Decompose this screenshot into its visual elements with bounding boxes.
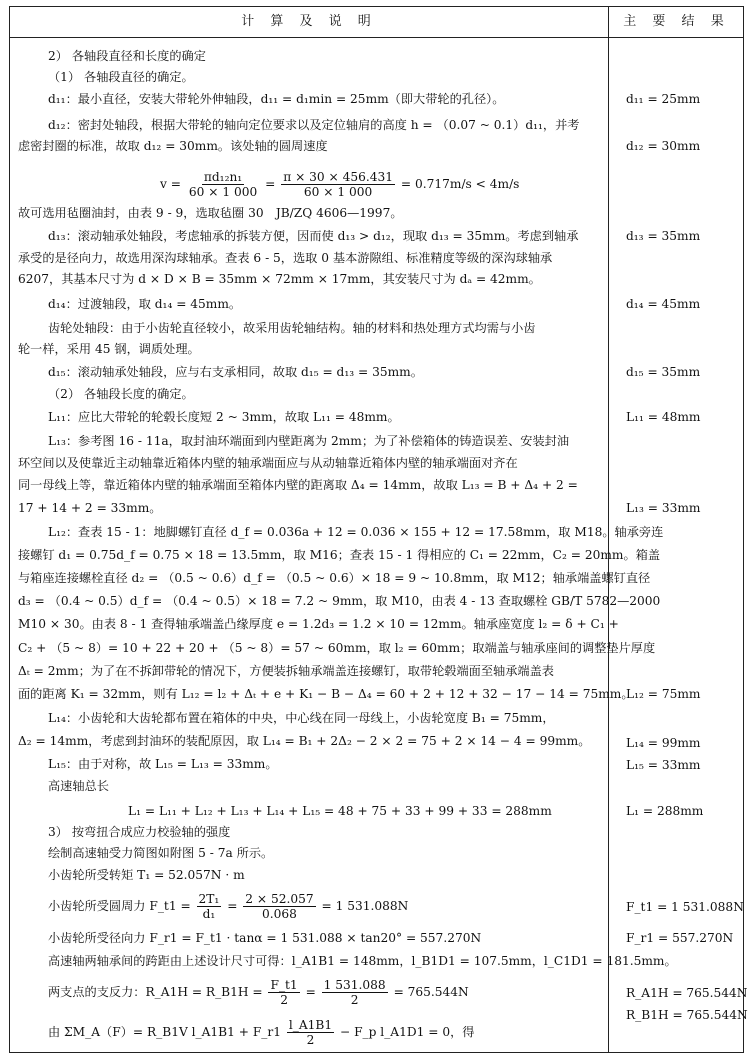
- text-line: 小齿轮所受转矩 T₁ = 52.057N · m: [48, 868, 245, 882]
- denominator: 2: [306, 1033, 315, 1047]
- text-line: 绘制高速轴受力简图如附图 5 - 7a 所示。: [48, 846, 274, 860]
- fraction: [287, 1018, 334, 1047]
- text-line: C₂ + （5 ~ 8）= 10 + 22 + 20 + （5 ~ 8）= 57 ~ 60mm，取 l₂ = 60mm；取端盖与轴承座间的调整垫片厚度: [18, 641, 656, 655]
- text-line: （1） 各轴段直径的确定。: [48, 70, 194, 84]
- result-value: R_A1H = 765.544N: [626, 986, 748, 1000]
- text-line: L₁₄：小齿轮和大齿轮都布置在箱体的中央，中心线在同一母线上，小齿轮宽度 B₁ = 75mm，: [48, 711, 555, 725]
- text-line: 轮一样，采用 45 钢，调质处理。: [18, 342, 200, 356]
- text-line: 3） 按弯扭合成应力校验轴的强度: [48, 825, 231, 839]
- text-line: 面的距离 K₁ = 32mm，则有 L₁₂ = l₂ + Δₜ + e + K₁ − B − Δ₄ = 60 + 2 + 12 + 32 − 17 − 14 = 75mm。: [18, 687, 634, 701]
- formula-part: 由 ΣM_A（F）= R_B1V l_A1B1 + F_r1: [48, 1025, 281, 1039]
- text-line: Δₜ = 2mm；为了在不拆卸带轮的情况下，方便装拆轴承端盖连接螺钉，取带轮毂端面至轴承端盖表: [18, 664, 554, 678]
- formula-total-length: L₁ = L₁₁ + L₁₂ + L₁₃ + L₁₄ + L₁₅ = 48 + 75 + 33 + 99 + 33 = 288mm: [128, 804, 552, 818]
- text-line: 环空间以及使靠近主动轴靠近箱体内壁的轴承端面应与从动轴靠近箱体内壁的轴承端面对齐在: [18, 456, 518, 470]
- text-line: L₁₁：应比大带轮的轮毂长度短 2 ~ 3mm，故取 L₁₁ = 48mm。: [48, 410, 400, 424]
- denominator: 2: [280, 993, 288, 1007]
- result-value: F_r1 = 557.270N: [626, 931, 734, 945]
- numerator: F_t1: [270, 978, 298, 992]
- text-line: d₁₃：滚动轴承处轴段，考虑轴承的拆装方便，因而使 d₁₃ > d₁₂，现取 d₁₃ = 35mm。考虑到轴承: [48, 229, 579, 243]
- text-line: 高速轴总长: [48, 779, 109, 793]
- denominator: 2: [350, 993, 359, 1007]
- denominator: d₁: [202, 907, 216, 921]
- formula-velocity: [160, 165, 750, 205]
- text-line: 2） 各轴段直径和长度的确定: [48, 49, 206, 63]
- denominator: 60 × 1 000: [303, 185, 373, 199]
- text-line: 17 + 14 + 2 = 33mm。: [18, 501, 162, 515]
- text-line: 高速轴两轴承间的跨距由上述设计尺寸可得：l_A1B1 = 148mm，l_B1D1 = 107.5mm，l_C1D1 = 181.5mm。: [48, 954, 677, 968]
- text-line: 故可选用毡圈油封，由表 9 - 9，选取毡圈 30 JB/ZQ 4606—1997。: [18, 206, 403, 220]
- text-line: 同一母线上等，靠近箱体内壁的轴承端面至箱体内壁的距离取 Δ₄ = 14mm，故取 L₁₃ = B + Δ₄ + 2 =: [18, 478, 578, 492]
- text-line: d₁₅：滚动轴承处轴段，应与右支承相同，故取 d₁₅ = d₁₃ = 35mm。: [48, 365, 423, 379]
- text-line: d₁₂：密封处轴段，根据大带轮的轴向定位要求以及定位轴肩的高度 h = （0.07 ~ 0.1）d₁₁，并考: [48, 118, 580, 132]
- formula-reaction-force: [48, 973, 638, 1013]
- formula-part: = 0.717m/s < 4m/s: [400, 177, 520, 191]
- text-line: d₁₄：过渡轴段，取 d₁₄ = 45mm。: [48, 297, 242, 311]
- text-line: 与箱座连接螺栓直径 d₂ = （0.5 ~ 0.6）d_f = （0.5 ~ 0.6）× 18 = 9 ~ 10.8mm，取 M12；轴承端盖螺钉直径: [18, 571, 651, 585]
- text-line: 接螺钉 d₁ = 0.75d_f = 0.75 × 18 = 13.5mm，取 M16；查表 15 - 1 得相应的 C₁ = 22mm，C₂ = 20mm。箱盖: [18, 548, 661, 562]
- denominator: 60 × 1 000: [188, 185, 258, 199]
- text-line: （2） 各轴段长度的确定。: [48, 387, 194, 401]
- text-line: Δ₂ = 14mm，考虑到封油环的装配原因，取 L₁₄ = B₁ + 2Δ₂ − 2 × 2 = 75 + 2 × 14 − 4 = 99mm。: [18, 734, 591, 748]
- result-value: R_B1H = 765.544N: [626, 1008, 748, 1022]
- formula-tangential-force: [48, 887, 638, 927]
- header-divider: [10, 37, 743, 38]
- result-value: L₁₄ = 99mm: [626, 736, 701, 750]
- text-line: 虑密封圈的标准，故取 d₁₂ = 30mm。该处轴的圆周速度: [18, 139, 328, 153]
- fraction: [187, 170, 259, 199]
- text-line: 承受的是径向力，故选用深沟球轴承。查表 6 - 5，选取 0 基本游隙组、标准精度等级的深沟球轴承: [18, 251, 553, 265]
- result-value: L₁₁ = 48mm: [626, 410, 701, 424]
- text-line: d₁₁：最小直径，安装大带轮外伸轴段，d₁₁ = d₁min = 25mm（即大带轮的孔径）。: [48, 92, 505, 106]
- fraction: [268, 978, 299, 1007]
- text-line: L₁₃：参考图 16 - 11a，取封油环端面到内壁距离为 2mm；为了补偿箱体的铸造误差、安装封油: [48, 434, 570, 448]
- header-results: 主 要 结 果: [623, 14, 730, 29]
- result-value: F_t1 = 1 531.088N: [626, 900, 744, 914]
- text-line: 6207，其基本尺寸为 d × D × B = 35mm × 72mm × 17mm，其安装尺寸为 dₐ = 42mm。: [18, 272, 541, 286]
- formula-moment: [48, 1013, 638, 1053]
- result-value: d₁₄ = 45mm: [626, 297, 701, 311]
- formula-part: =: [227, 899, 238, 913]
- fraction: [197, 892, 222, 921]
- text-line: M10 × 30。由表 8 - 1 查得轴承端盖凸缘厚度 e = 1.2d₃ = 1.2 × 10 = 12mm。轴承座宽度 l₂ = δ + C₁ +: [18, 617, 619, 631]
- text-line: 小齿轮所受径向力 F_r1 = F_t1 · tanα = 1 531.088 × tan20° = 557.270N: [48, 931, 482, 945]
- fraction: [322, 978, 388, 1007]
- result-value: L₁ = 288mm: [626, 804, 704, 818]
- result-value: d₁₁ = 25mm: [626, 92, 701, 106]
- formula-part: = 1 531.088N: [321, 899, 409, 913]
- fraction: [281, 170, 395, 199]
- numerator: 2 × 52.057: [245, 892, 314, 906]
- result-value: d₁₂ = 30mm: [626, 139, 701, 153]
- numerator: l_A1B1: [288, 1018, 333, 1032]
- numerator: 1 531.088: [323, 978, 386, 992]
- fraction: [243, 892, 315, 921]
- text-line: L₁₂：查表 15 - 1：地脚螺钉直径 d_f = 0.036a + 12 = 0.036 × 155 + 12 = 17.58mm，取 M18。轴承旁连: [48, 525, 664, 539]
- formula-part: =: [305, 985, 316, 999]
- text-line: 齿轮处轴段：由于小齿轮直径较小，故采用齿轮轴结构。轴的材料和热处理方式均需与小齿: [48, 321, 536, 335]
- formula-part: v =: [160, 177, 181, 191]
- numerator: π × 30 × 456.431: [283, 170, 394, 184]
- formula-part: 两支点的支反力：R_A1H = R_B1H =: [48, 985, 263, 999]
- calc-table: [9, 6, 748, 1053]
- header-calc: 计 算 及 说 明: [241, 14, 377, 29]
- formula-part: 小齿轮所受圆周力 F_t1 =: [48, 899, 191, 913]
- result-value: L₁₃ = 33mm: [626, 501, 701, 515]
- text-line: L₁₅：由于对称，故 L₁₅ = L₁₃ = 33mm。: [48, 757, 278, 771]
- numerator: 2T₁: [198, 892, 220, 906]
- numerator: πd₁₂n₁: [203, 170, 243, 184]
- result-value: d₁₃ = 35mm: [626, 229, 701, 243]
- formula-part: = 765.544N: [393, 985, 469, 999]
- formula-part: =: [265, 177, 276, 191]
- text-line: d₃ = （0.4 ~ 0.5）d_f = （0.4 ~ 0.5）× 18 = 7.2 ~ 9mm，取 M10，由表 4 - 13 查取螺栓 GB/T 5782—2000: [18, 594, 661, 608]
- denominator: 0.068: [262, 907, 297, 921]
- result-value: L₁₂ = 75mm: [626, 687, 701, 701]
- formula-part: − F_p l_A1D1 = 0，得: [340, 1025, 475, 1039]
- result-value: L₁₅ = 33mm: [626, 758, 701, 772]
- result-value: d₁₅ = 35mm: [626, 365, 701, 379]
